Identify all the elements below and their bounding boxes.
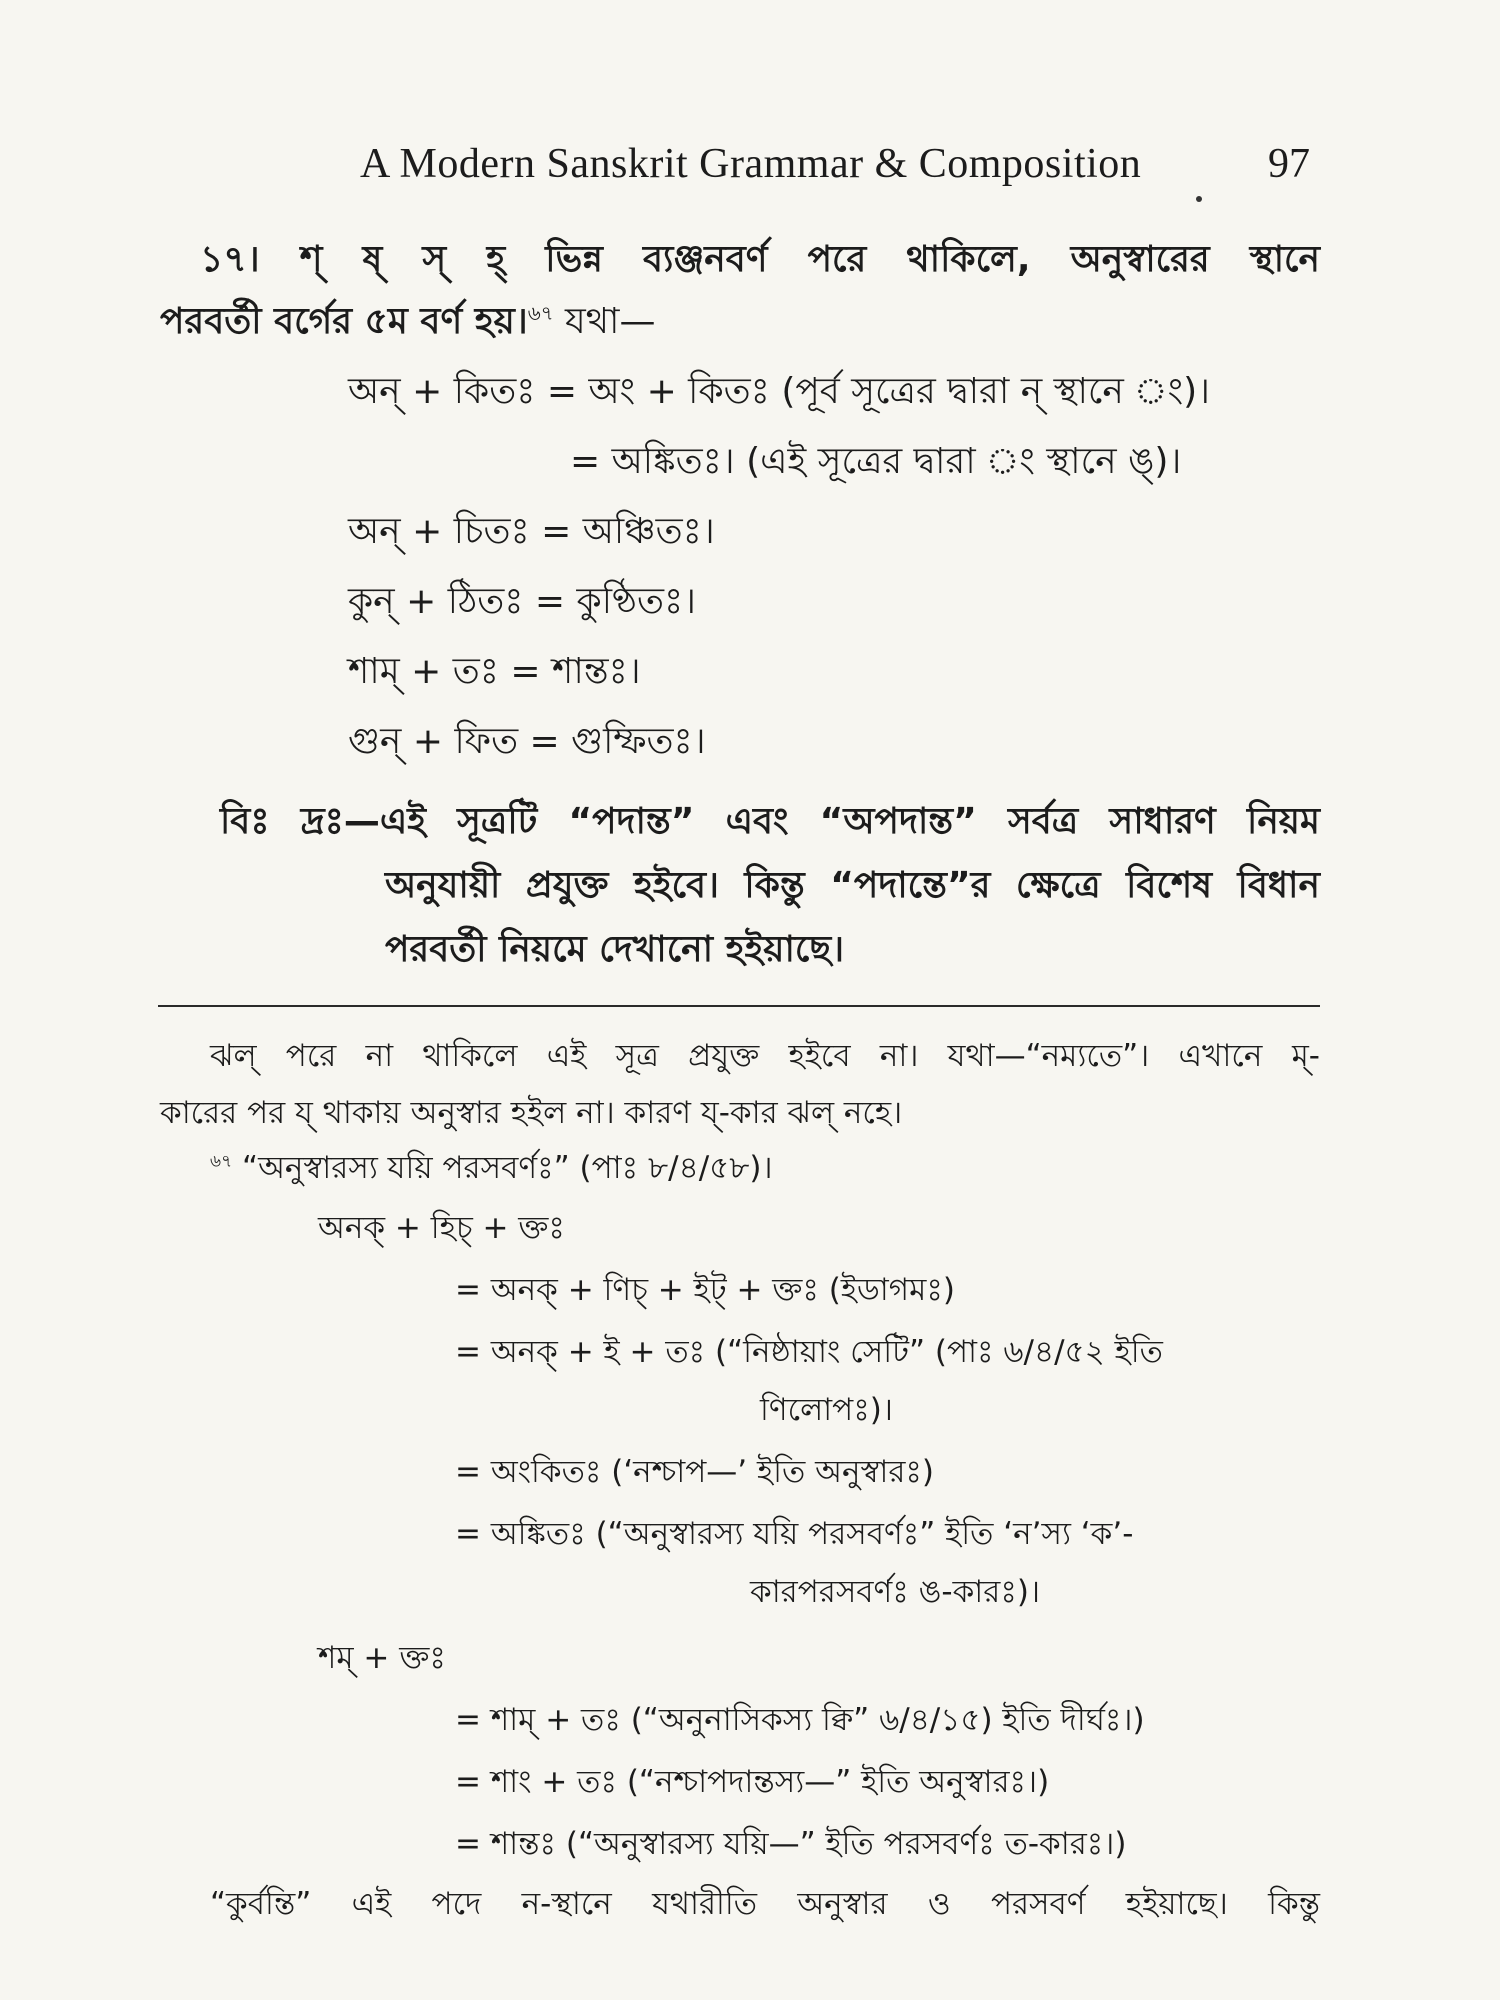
- example-line: অন্ + চিতঃ = অঞ্চিতঃ।: [348, 511, 715, 552]
- footnote-ref-67: ৬৭: [527, 302, 554, 325]
- footnote-divider: [158, 1005, 1320, 1007]
- derivation-line: শম্ + ক্তঃ: [318, 1640, 446, 1676]
- derivation-line: = অংকিতঃ (‘নশ্চাপ—’ ইতি অনুস্বারঃ): [455, 1454, 934, 1490]
- derivation-line: = অনক্ + ই + তঃ (“নিষ্ঠায়াং সেটি” (পাঃ ৬/৪/৫২ ইতি: [455, 1334, 1163, 1370]
- example-line: = অঙ্কিতঃ। (এই সূত্রের দ্বারা ং স্থানে ঙ্)।: [570, 441, 1182, 482]
- page-header: [360, 140, 1310, 200]
- example-line: শাম্ + তঃ = শান্তঃ।: [348, 651, 641, 692]
- derivation-line: ণিলোপঃ)।: [760, 1392, 893, 1428]
- derivation-line: = অঙ্কিতঃ (“অনুস্বারস্য যয়ি পরসবর্ণঃ” ইতি ‘ন’স্য ‘ক’-: [455, 1516, 1134, 1552]
- footnote-line: কারের পর য্ থাকায় অনুস্বার হইল না। কারণ য্-কার ঝল্ নহে।: [160, 1095, 903, 1131]
- running-title: A Modern Sanskrit Grammar & Composition: [360, 141, 1142, 187]
- derivation-line: = শাং + তঃ (“নশ্চাপদান্তস্য—” ইতি অনুস্বারঃ।): [455, 1764, 1050, 1800]
- note-line-2: অনুযায়ী প্রযুক্ত হইবে। কিন্তু “পদান্তে”র ক্ষেত্রে বিশেষ বিধান: [385, 865, 1320, 906]
- example-line: গুন্ + ফিত = গুম্ফিতঃ।: [348, 721, 706, 762]
- footnote-marker: ৬৭: [210, 1151, 233, 1172]
- footnote-line: “কুর্বন্তি” এই পদে ন-স্থানে যথারীতি অনুস্বার ও পরসবর্ণ হইয়াছে। কিন্তু: [210, 1886, 1320, 1922]
- derivation-line: অনক্ + হিচ্ + ক্তঃ: [318, 1210, 565, 1246]
- example-line: কুন্ + ঠিতঃ = কুণ্ঠিতঃ।: [348, 581, 697, 622]
- print-speck: [1196, 196, 1202, 202]
- footnote-line: ঝল্ পরে না থাকিলে এই সূত্র প্রযুক্ত হইবে না। যথা—“নম্যতে”। এখানে ম্-: [210, 1038, 1320, 1074]
- page-number: 97: [1268, 141, 1310, 187]
- note-line-1: বিঃ দ্রঃ—এই সূত্রটি “পদান্ত” এবং “অপদান্ত” সর্বত্র সাধারণ নিয়ম: [220, 801, 1320, 842]
- rule-17-line-1: ১৭। শ্ ষ্ স্ হ্ ভিন্ন ব্যঞ্জনবর্ণ পরে থাকিলে, অনুস্বারের স্থানে: [200, 239, 1320, 280]
- derivation-line: = অনক্ + ণিচ্ + ইট্ + ক্তঃ (ইডাগমঃ): [455, 1272, 955, 1308]
- example-line: অন্ + কিতঃ = অং + কিতঃ (পূর্ব সূত্রের দ্বারা ন্ স্থানে ং)।: [348, 371, 1210, 412]
- rule-number: ১৭।: [200, 239, 260, 280]
- note-line-3: পরবর্তী নিয়মে দেখানো হইয়াছে।: [385, 929, 845, 970]
- derivation-line: = শান্তঃ (“অনুস্বারস্য যয়ি—” ইতি পরসবর্ণঃ ত-কারঃ।): [455, 1826, 1127, 1862]
- rule-17-line-2: পরবর্তী বর্গের ৫ম বর্ণ হয়।$^{৬৭}$ যথা—: [160, 301, 656, 342]
- derivation-line: কারপরসবর্ণঃ ঙ-কারঃ)।: [750, 1574, 1041, 1610]
- derivation-line: = শাম্ + তঃ (“অনুনাসিকস্য ক্বি” ৬/৪/১৫) ইতি দীর্ঘঃ।): [455, 1702, 1145, 1738]
- footnote-67: $^{৬৭}$ “অনুস্বারস্য যয়ি পরসবর্ণঃ” (পাঃ ৮/৪/৫৮)।: [210, 1150, 773, 1186]
